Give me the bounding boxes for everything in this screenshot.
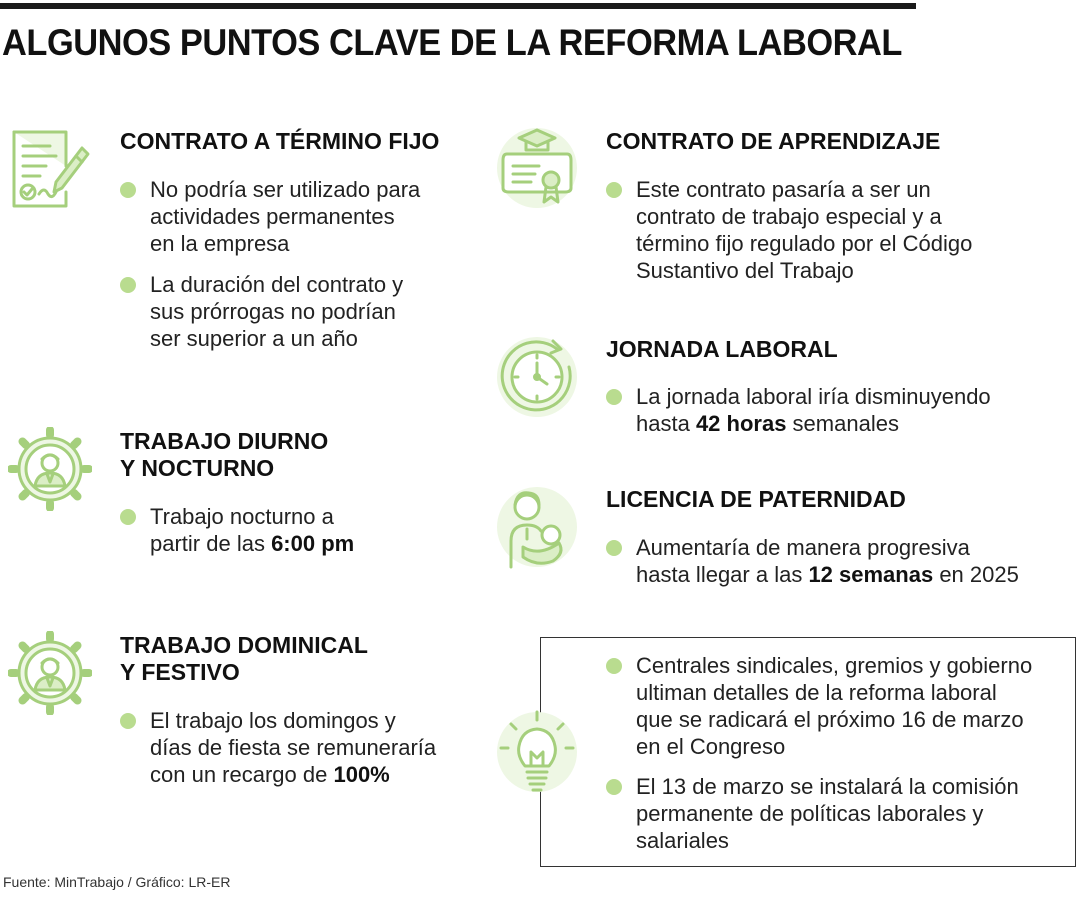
- bullet-jornada: [606, 383, 991, 437]
- bullet-contrato-fijo-2: [120, 271, 403, 352]
- bullet-line: [636, 561, 1019, 588]
- bullet-line: ser superior a un año: [150, 326, 358, 351]
- section-title-jornada: JORNADA LABORAL: [606, 336, 838, 362]
- text: en 2025: [933, 562, 1019, 587]
- bullet-line: [150, 761, 436, 788]
- text: hasta llegar a las: [636, 562, 809, 587]
- diploma-graduation-icon: [495, 126, 579, 210]
- bullet-line: La jornada laboral iría disminuyendo: [636, 384, 991, 409]
- bullet-line: Centrales sindicales, gremios y gobierno: [636, 653, 1033, 678]
- worker-gear-icon: [8, 427, 92, 511]
- bullet-line: [150, 530, 354, 557]
- bullet-line: contrato de trabajo especial y a: [636, 204, 942, 229]
- lightbulb-icon: [495, 710, 579, 794]
- bullet-line: que se radicará el próximo 16 de marzo: [636, 707, 1024, 732]
- title-line: Y NOCTURNO: [120, 455, 275, 481]
- bullet-line: Trabajo nocturno a: [150, 504, 334, 529]
- text: hasta: [636, 411, 696, 436]
- bullet-line: actividades permanentes: [150, 204, 395, 229]
- top-rule: [0, 3, 916, 9]
- title-line: TRABAJO DOMINICAL: [120, 632, 368, 658]
- text: partir de las: [150, 531, 272, 556]
- section-title-contrato-fijo: CONTRATO A TÉRMINO FIJO: [120, 128, 440, 154]
- bullet-line: Aumentaría de manera progresiva: [636, 535, 970, 560]
- bullet-line: Este contrato pasaría a ser un: [636, 177, 931, 202]
- bullet-line: en la empresa: [150, 231, 290, 256]
- title-line: Y FESTIVO: [120, 659, 240, 685]
- bullet-line: permanente de políticas laborales y: [636, 801, 984, 826]
- section-title-paternidad: LICENCIA DE PATERNIDAD: [606, 486, 906, 512]
- bullet-callout-2: [606, 773, 1019, 854]
- bold-value: 100%: [333, 762, 390, 787]
- bullet-line: sus prórrogas no podrían: [150, 299, 396, 324]
- bullet-line: El trabajo los domingos y: [150, 708, 396, 733]
- bullet-diurno: [120, 503, 354, 557]
- bold-value: 6:00 pm: [271, 531, 355, 556]
- text: semanales: [786, 411, 899, 436]
- contract-signing-icon: [6, 126, 90, 210]
- page-title: ALGUNOS PUNTOS CLAVE DE LA REFORMA LABORAL: [2, 22, 902, 63]
- bullet-line: [636, 410, 991, 437]
- section-title-aprendizaje: CONTRATO DE APRENDIZAJE: [606, 128, 941, 154]
- bullet-callout-1: [606, 652, 1032, 760]
- worker-gear-icon: [8, 631, 92, 715]
- bullet-line: Sustantivo del Trabajo: [636, 258, 854, 283]
- clock-icon: [495, 335, 579, 419]
- bullet-aprendizaje: [606, 176, 972, 284]
- bullet-line: salariales: [636, 828, 729, 853]
- section-title-dominical: [120, 632, 368, 686]
- bullet-line: término fijo regulado por el Código: [636, 231, 973, 256]
- bullet-line: en el Congreso: [636, 734, 786, 759]
- bullet-line: días de fiesta se remuneraría: [150, 735, 437, 760]
- bold-value: 42 horas: [695, 411, 787, 436]
- bold-value: 12 semanas: [808, 562, 934, 587]
- bullet-contrato-fijo-1: [120, 176, 420, 257]
- father-baby-icon: [495, 485, 579, 569]
- bullet-line: No podría ser utilizado para: [150, 177, 421, 202]
- source-credit: Fuente: MinTrabajo / Gráfico: LR-ER: [3, 874, 231, 890]
- bullet-paternidad: [606, 534, 1019, 588]
- section-title-diurno: [120, 428, 328, 482]
- bullet-line: La duración del contrato y: [150, 272, 404, 297]
- text: con un recargo de: [150, 762, 334, 787]
- bullet-dominical: [120, 707, 436, 788]
- bullet-line: ultiman detalles de la reforma laboral: [636, 680, 997, 705]
- title-line: TRABAJO DIURNO: [120, 428, 329, 454]
- bullet-line: El 13 de marzo se instalará la comisión: [636, 774, 1019, 799]
